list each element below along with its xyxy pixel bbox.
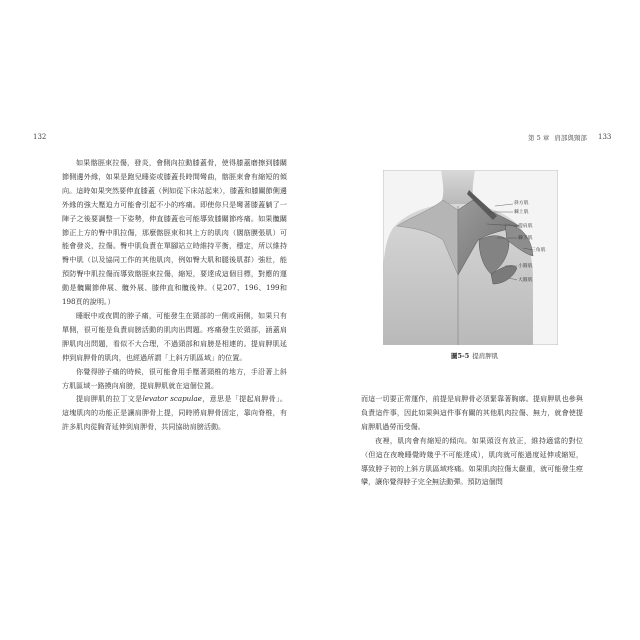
text-line: 對位（但這在夜晚睡覺時幾乎不可能達成），肌肉就可能過度延 — [361, 435, 584, 459]
text-line: 如果髂脛束拉傷，發炎，會側向拉動膝蓋骨，使得膝蓋磨 — [76, 158, 259, 167]
text-line: 及協同工作的其他肌肉，例如臀大肌和腿後肌群）強壯，能預防 — [62, 255, 288, 279]
text-line: 頸部，涵蓋肩胛肌肉出問題，看似不大合理，不過頸部和肩膀 — [62, 324, 288, 348]
text-line: 是相連的。提肩胛肌延伸到肩胛骨的肌肉，也經過 — [62, 338, 288, 362]
text-line: 而這一切要正常運作，前提是肩胛骨必須緊靠著胸廓。提肩胛肌 — [361, 394, 562, 403]
paragraph-trapezius-area — [62, 365, 287, 393]
text-line: 夜裡，肌肉會有縮短的傾向。如果頭沒有放正，維持適當的 — [375, 435, 569, 445]
text-line: 睡眠中或夜間的脖子痛，可能發生在頸部的一側或兩側，如 — [76, 310, 266, 320]
right-page-body — [361, 392, 583, 489]
label-supraspinatus: 棘上肌 — [514, 210, 529, 215]
figure-caption — [451, 351, 498, 360]
label-deltoid: 三角肌 — [531, 248, 546, 253]
label-teres-minor: 小圓肌 — [518, 264, 533, 269]
text-line: 來），膝蓋和膝關節側邊外緣的強大壓迫力可能會引起不小的疼 — [62, 185, 287, 209]
chapter-title: 肩部與頸部 — [554, 134, 587, 142]
latin-term: levator scapulae — [142, 394, 202, 404]
paragraph-itband — [62, 156, 287, 309]
paragraph-levator-latin — [62, 392, 287, 434]
text-line: 那麼髂脛束和其上方的肌肉（闊筋膜張肌）可能會發炎，拉傷。 — [62, 227, 288, 251]
text-line: 膝蓋也可能導致膝關節疼痛。如果髖關節正上方的臀中肌拉傷， — [62, 213, 288, 237]
label-teres-major: 大圓肌 — [518, 278, 533, 283]
label-lower-supra: 棘下肌 — [518, 236, 533, 241]
text-line: 臀中肌負責在單腳站立時維持平衡，穩定，所以維持臀中肌（以 — [62, 241, 287, 265]
figure-number: 圖5-5 — [451, 352, 470, 360]
paragraph-night-posture — [361, 434, 583, 490]
text-line: 運動是髖關節伸展、髖外展、膝伸直和髖後伸。（見207、196、 — [62, 269, 288, 293]
label-trapezius: 斜方肌 — [514, 201, 529, 206]
text-line: 痛。即使你只是彎著膝蓋躺了一陣子之後要調整一下姿勢，伸直 — [62, 199, 288, 223]
text-line: 骨」。這塊肌肉的功能正是讓肩胛骨上提，同時將肩胛骨固定，靠 — [62, 394, 288, 418]
text-line: ，意思是「提起肩胛 — [201, 394, 269, 404]
left-page-number: 132 — [33, 133, 47, 141]
text-line: 199和198頁的說明。） — [62, 283, 287, 307]
text-line: 束會有縮短的傾向。這時如果突然要伸直膝蓋（例如從下床站起 — [62, 171, 288, 195]
text-line: 也參與負責這件事，因此如果與這件事有關的其他肌肉拉傷、無 — [361, 394, 583, 417]
label-levator: 提肩肌 — [518, 224, 533, 229]
text-line: 力，就會使提肩胛肌過勞而受傷。 — [361, 407, 584, 431]
text-line: 臀中肌拉傷而導致髂脛束拉傷，縮短，要達成這個目標，對應的 — [76, 269, 280, 279]
left-page-body — [62, 156, 287, 434]
text-line: 所謂「上斜方肌區域」的位置。 — [147, 352, 247, 362]
text-line: 向脊椎，有許多肌肉從胸背延伸到肩胛骨，共同協助肩膀活動。 — [62, 408, 288, 432]
chapter-label: 第 5 章 — [528, 134, 550, 142]
right-page-number: 133 — [598, 133, 612, 141]
paragraph-scapula-function — [361, 392, 583, 434]
text-line: 重，就可能發生痙攣，讓你覺得脖子完全無法動彈。預防這個問 — [361, 463, 584, 487]
text-line: 擦到膝關節側邊外緣，如果是跑兒睡姿或膝蓋長時間彎曲，髂脛 — [62, 158, 288, 181]
anatomy-figure — [383, 170, 558, 345]
text-line: 提肩胛肌的拉丁文是 — [76, 394, 143, 404]
running-head — [528, 133, 590, 142]
text-line: 你覺得脖子痛的時候，很可能會用手壓著頸椎的地方，手沿 — [76, 366, 266, 376]
text-line: 果只有單側，很可能是負責肩膀活動的肌肉出問題。疼痛發生於 — [62, 310, 288, 334]
back-muscle-illustration — [383, 170, 558, 345]
text-line: 伸或縮短，導致脖子初的上斜方肌區域疼痛。如果肌肉拉傷太嚴 — [361, 449, 584, 473]
figure-caption-text: 提肩胛肌 — [472, 352, 499, 360]
paragraph-neck-pain — [62, 309, 287, 365]
text-line: 著上斜方肌區域一路摸向肩膀，提肩胛肌就在這個位置。 — [62, 366, 288, 390]
